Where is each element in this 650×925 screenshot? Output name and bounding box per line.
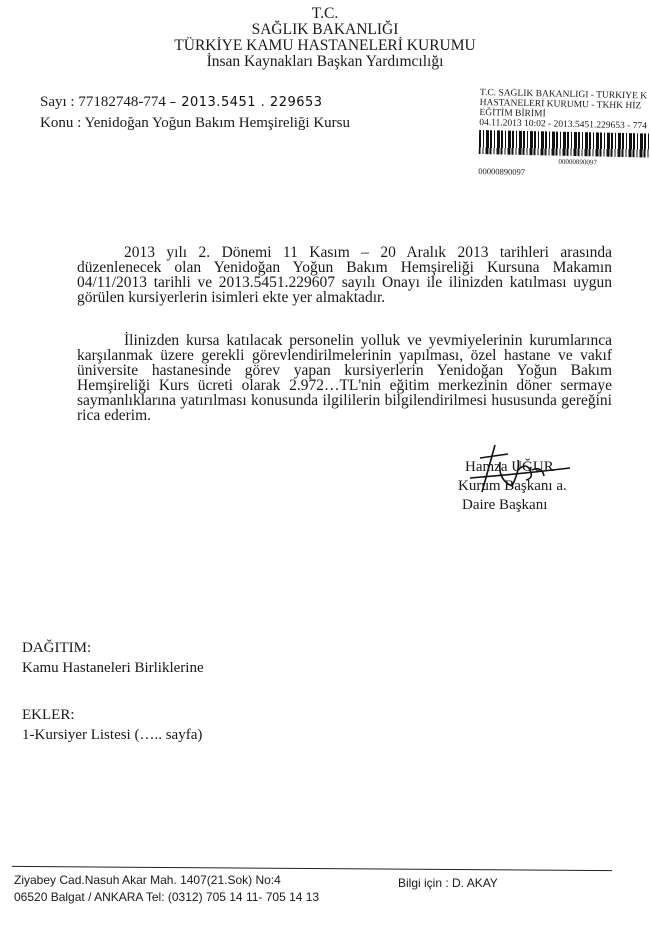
letterhead-institution: TÜRKİYE KAMU HASTANELERİ KURUMU (174, 37, 476, 54)
distribution-block (22, 638, 204, 678)
attachments-block (22, 705, 202, 745)
footer-address-line-2: 06520 Balgat / ANKARA Tel: (0312) 705 14 11- 705 14 13 (14, 890, 320, 904)
distribution-label: DAĞITIM: (22, 640, 92, 656)
stamp-line-1: T.C. SAĞLIK BAKANLIĞI - TÜRKİYE K (479, 88, 648, 102)
reference-number-handwritten: – 2013.5451 . 229653 (169, 95, 323, 110)
attachments-label: EKLER: (22, 707, 75, 723)
body-paragraph-2: İlinizden kursa katılacak personelin yolluk ve yevmiyelerinin kurumlarınca karşılanmak üzere gerekli görevlendirilmelerinin yapılması, özel hastane ve vakıf üniversite hastanesinde görev yapan kursiyerlerin Yenidoğan Yoğun Bakım Hemşireliği Kurs ücreti olarak 2.972…TL'nin eğitim merkezinin döner sermaye saymanlıklarına yatırılması konusunda ilgililerin bilgilendirilmesi hususunda gereğini rica ederim. (77, 332, 612, 424)
stamp-line-4: 04.11.2013 10:02 - 2013.5451.229653 - 774 (479, 117, 648, 132)
reference-block (40, 92, 350, 133)
body-paragraph-1: 2013 yılı 2. Dönemi 11 Kasım – 20 Aralık 2013 tarihleri arasında düzenlenecek olan Yenidoğan Yoğun Bakım Hemşireliği Kursuna Makamın 04/11/2013 tarihli ve 2013.5451.229607 sayılı Onayı ile ilinizden katılması uygun görülen kursiyerlerin isimleri ekte yer almaktadır. (77, 244, 612, 306)
footer-divider (12, 866, 612, 871)
barcode-number-small: 00000890097 (558, 157, 598, 167)
attachment-item: 1-Kursiyer Listesi (….. sayfa) (22, 727, 203, 743)
letterhead-ministry: SAĞLIK BAKANLIĞI (251, 21, 399, 38)
subject-line: Konu : Yenidoğan Yoğun Bakım Hemşireliği Kursu (40, 115, 351, 131)
signatory-name: Hamza UĞUR (465, 459, 554, 475)
stamp-line-2: HASTANELERİ KURUMU - TKHK HİZ (479, 97, 642, 112)
letterhead-tc: T.C. (311, 5, 339, 22)
distribution-value: Kamu Hastaneleri Birliklerine (22, 660, 204, 676)
stamp-line-3: EĞİTİM BİRİMİ (479, 107, 546, 120)
letterhead-department: İnsan Kaynakları Başkan Yardımcılığı (206, 53, 444, 70)
signature-block (458, 458, 567, 515)
footer-contact: Bilgi için : D. AKAY (398, 876, 498, 890)
reference-number-printed: Sayı : 77182748-774 (40, 94, 166, 110)
barcode-icon (479, 130, 650, 158)
footer-address (14, 872, 319, 906)
footer-address-line-1: Ziyabey Cad.Nasuh Akar Mah. 1407(21.Sok) No:4 (14, 873, 281, 887)
signatory-title-1: Kurum Başkanı a. (458, 478, 567, 494)
letterhead (0, 6, 650, 70)
signatory-title-2: Daire Başkanı (462, 497, 548, 513)
barcode-number: 00000890097 (478, 165, 526, 177)
registry-stamp (478, 88, 650, 180)
reference-number (40, 92, 350, 113)
